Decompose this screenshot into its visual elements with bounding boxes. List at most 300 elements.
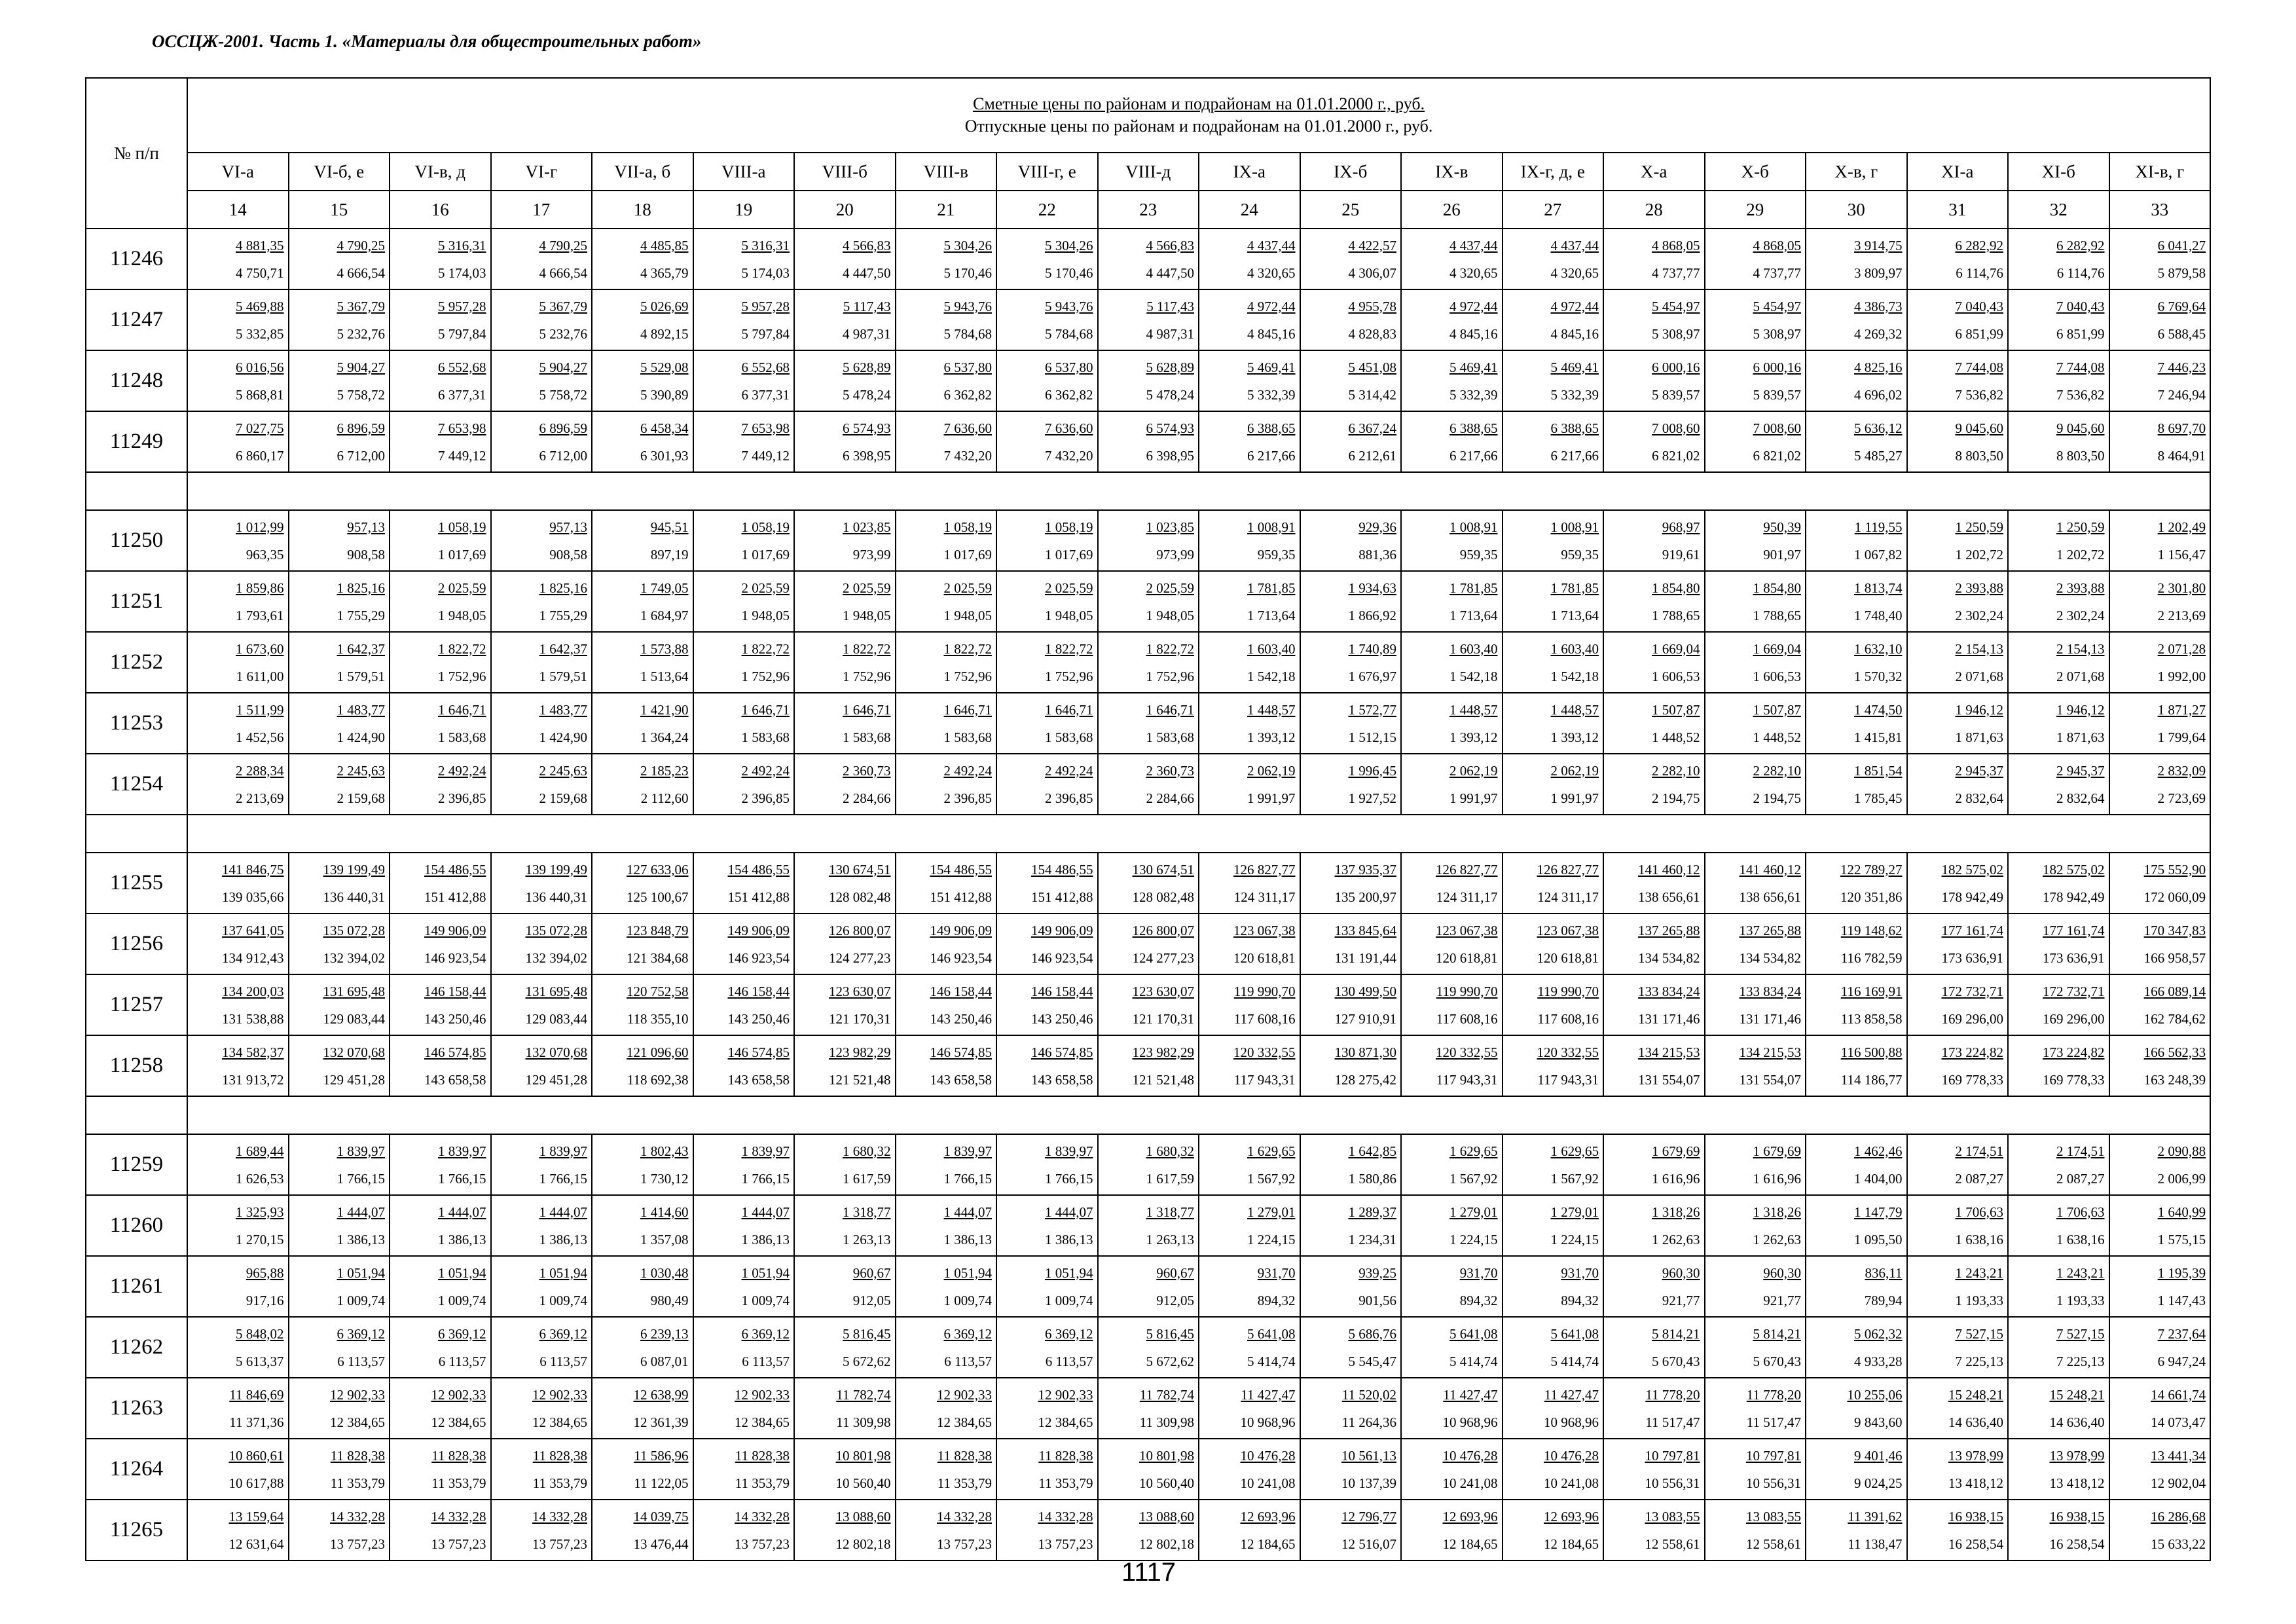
price-cell (1705, 632, 1806, 693)
release-price: 121 384,68 (627, 950, 689, 966)
price-cell (996, 632, 1098, 693)
estimate-price: 2 301,80 (2157, 580, 2206, 596)
price-cell (896, 1256, 997, 1317)
column-number: 21 (896, 191, 997, 229)
price-cell (289, 350, 390, 411)
release-price: 4 892,15 (640, 325, 689, 342)
column-number: 33 (2109, 191, 2211, 229)
release-price: 5 672,62 (843, 1353, 891, 1369)
price-cell (1098, 913, 1199, 974)
release-price: 4 447,50 (1146, 265, 1194, 281)
price-cell (896, 693, 997, 754)
price-cell (187, 913, 289, 974)
estimate-price: 146 574,85 (727, 1044, 790, 1060)
price-cell (592, 229, 693, 289)
release-price: 4 365,79 (640, 265, 689, 281)
estimate-price: 10 255,06 (1847, 1386, 1903, 1403)
release-price: 1 415,81 (1854, 729, 1903, 745)
price-cell (289, 693, 390, 754)
price-cell (693, 289, 795, 350)
price-cell (1907, 1035, 2009, 1096)
estimate-price: 11 391,62 (1848, 1508, 1903, 1524)
price-cell (896, 1035, 997, 1096)
release-price: 1 270,15 (236, 1231, 284, 1247)
price-cell (1401, 1378, 1503, 1439)
estimate-price: 6 388,65 (1550, 420, 1599, 436)
release-price: 10 241,08 (1442, 1475, 1498, 1491)
release-price: 6 362,82 (943, 386, 992, 403)
price-cell (1705, 411, 1806, 472)
release-price: 1 567,92 (1550, 1170, 1599, 1187)
price-cell (491, 1378, 592, 1439)
estimate-price: 2 288,34 (236, 762, 284, 779)
release-price: 5 670,43 (1652, 1353, 1700, 1369)
caption-estimate: Сметные цены по районам и подрайонам на 01.01.2000 г., руб. (972, 94, 1425, 113)
release-price: 6 113,57 (337, 1353, 385, 1369)
estimate-price: 126 827,77 (1537, 861, 1599, 877)
estimate-price: 5 316,31 (741, 237, 790, 253)
estimate-price: 13 978,99 (1948, 1447, 2003, 1464)
estimate-price: 182 575,02 (2043, 861, 2105, 877)
release-price: 5 332,39 (1550, 386, 1599, 403)
estimate-price: 11 828,38 (532, 1447, 587, 1464)
table-row (86, 853, 2210, 913)
estimate-price: 126 827,77 (1436, 861, 1498, 877)
release-price: 1 755,29 (337, 607, 385, 623)
release-price: 1 927,52 (1348, 790, 1396, 806)
release-price: 7 536,82 (2056, 386, 2105, 403)
price-cell (390, 350, 491, 411)
estimate-price: 122 789,27 (1840, 861, 1903, 877)
estimate-price: 950,39 (1763, 519, 1801, 535)
price-cell (592, 350, 693, 411)
price-cell (1705, 571, 1806, 632)
estimate-price: 7 237,64 (2157, 1325, 2206, 1342)
estimate-price: 120 752,58 (627, 983, 689, 999)
price-cell (2008, 1439, 2109, 1500)
estimate-price: 1 008,91 (1550, 519, 1599, 535)
release-price: 1 785,45 (1854, 790, 1903, 806)
release-price: 121 170,31 (829, 1010, 891, 1027)
price-cell (390, 1500, 491, 1560)
release-price: 2 213,69 (2157, 607, 2206, 623)
release-price: 4 987,31 (1146, 325, 1194, 342)
release-price: 1 262,63 (1753, 1231, 1801, 1247)
estimate-price: 1 195,39 (2157, 1264, 2206, 1281)
estimate-price: 957,13 (347, 519, 385, 535)
price-cell (390, 1439, 491, 1500)
estimate-price: 177 161,74 (1941, 922, 2003, 938)
price-cell (1806, 974, 1907, 1035)
estimate-price: 6 769,64 (2157, 298, 2206, 314)
estimate-price: 126 827,77 (1233, 861, 1296, 877)
release-price: 897,19 (650, 546, 689, 563)
release-price: 134 534,82 (1739, 950, 1801, 966)
estimate-price: 10 801,98 (835, 1447, 891, 1464)
price-cell (896, 411, 997, 472)
price-cell (896, 350, 997, 411)
price-cell (491, 1317, 592, 1378)
price-cell (794, 571, 896, 632)
table-row (86, 1134, 2210, 1195)
release-price: 6 851,99 (2056, 325, 2105, 342)
price-cell (187, 853, 289, 913)
release-price: 1 580,86 (1348, 1170, 1396, 1187)
price-cell (390, 974, 491, 1035)
separator-cell (86, 472, 187, 510)
release-price: 6 377,31 (438, 386, 486, 403)
price-cell (1806, 350, 1907, 411)
release-price: 894,32 (1257, 1292, 1296, 1308)
price-cell (2008, 693, 2109, 754)
estimate-price: 1 444,07 (741, 1204, 790, 1220)
estimate-price: 13 088,60 (835, 1508, 891, 1524)
estimate-price: 1 058,19 (1045, 519, 1093, 535)
price-cell (289, 1195, 390, 1256)
price-cell (1603, 1439, 1705, 1500)
price-cell (996, 571, 1098, 632)
price-cell (1503, 1195, 1604, 1256)
item-number: 11255 (86, 853, 187, 913)
estimate-price: 141 846,75 (222, 861, 284, 877)
district-header: XI-а (1907, 153, 2009, 191)
release-price: 11 371,36 (229, 1414, 284, 1430)
estimate-price: 2 360,73 (843, 762, 891, 779)
estimate-price: 6 574,93 (843, 420, 891, 436)
estimate-price: 2 025,59 (741, 580, 790, 596)
price-cell (693, 1195, 795, 1256)
price-cell (794, 974, 896, 1035)
release-price: 6 087,01 (640, 1353, 689, 1369)
release-price: 143 250,46 (424, 1010, 486, 1027)
estimate-price: 2 025,59 (943, 580, 992, 596)
release-price: 917,16 (246, 1292, 284, 1308)
release-price: 12 631,64 (228, 1536, 284, 1552)
estimate-price: 2 062,19 (1247, 762, 1296, 779)
estimate-price: 132 070,68 (525, 1044, 587, 1060)
estimate-price: 4 825,16 (1854, 359, 1903, 375)
release-price: 5 758,72 (539, 386, 587, 403)
release-price: 10 556,31 (1645, 1475, 1700, 1491)
estimate-price: 15 248,21 (2049, 1386, 2105, 1403)
estimate-price: 1 318,77 (843, 1204, 891, 1220)
district-header: VIII-д (1098, 153, 1199, 191)
estimate-price: 4 790,25 (337, 237, 385, 253)
release-price: 7 432,20 (943, 447, 992, 464)
estimate-price: 1 421,90 (640, 701, 689, 718)
price-cell (592, 1378, 693, 1439)
price-cell (1503, 289, 1604, 350)
estimate-price: 6 369,12 (337, 1325, 385, 1342)
price-cell (289, 974, 390, 1035)
release-price: 4 320,65 (1247, 265, 1296, 281)
release-price: 6 217,66 (1550, 447, 1599, 464)
release-price: 1 755,29 (539, 607, 587, 623)
price-cell (996, 913, 1098, 974)
item-number: 11252 (86, 632, 187, 693)
price-cell (390, 229, 491, 289)
release-price: 1 579,51 (337, 668, 385, 684)
estimate-price: 154 486,55 (930, 861, 992, 877)
estimate-price: 123 067,38 (1233, 922, 1296, 938)
price-cell (1098, 1378, 1199, 1439)
price-cell (1503, 853, 1604, 913)
release-price: 1 009,74 (943, 1292, 992, 1308)
price-cell (896, 229, 997, 289)
estimate-price: 5 062,32 (1854, 1325, 1903, 1342)
release-price: 14 636,40 (2049, 1414, 2105, 1430)
estimate-price: 5 117,43 (843, 298, 891, 314)
release-price: 6 113,57 (539, 1353, 587, 1369)
price-cell (693, 571, 795, 632)
release-price: 1 766,15 (337, 1170, 385, 1187)
estimate-price: 6 000,16 (1753, 359, 1801, 375)
estimate-price: 6 537,80 (1045, 359, 1093, 375)
estimate-price: 7 527,15 (2056, 1325, 2105, 1342)
release-price: 5 797,84 (438, 325, 486, 342)
estimate-price: 133 834,24 (1638, 983, 1700, 999)
price-cell (1705, 974, 1806, 1035)
estimate-price: 134 200,03 (222, 983, 284, 999)
district-header: VI-б, е (289, 153, 390, 191)
estimate-price: 1 058,19 (741, 519, 790, 535)
release-price: 9 843,60 (1854, 1414, 1903, 1430)
price-cell (491, 411, 592, 472)
price-cell (693, 913, 795, 974)
price-cell (2109, 510, 2211, 571)
release-price: 1 542,18 (1449, 668, 1498, 684)
estimate-price: 5 367,79 (337, 298, 385, 314)
price-cell (2008, 1500, 2109, 1560)
estimate-price: 1 822,72 (1146, 640, 1194, 657)
estimate-price: 14 039,75 (633, 1508, 689, 1524)
release-price: 124 311,17 (1436, 889, 1498, 905)
release-price: 12 184,65 (1240, 1536, 1296, 1552)
estimate-price: 1 603,40 (1550, 640, 1599, 657)
price-cell (1098, 632, 1199, 693)
estimate-price: 5 816,45 (843, 1325, 891, 1342)
estimate-price: 4 386,73 (1854, 298, 1903, 314)
item-number: 11254 (86, 754, 187, 815)
price-cell (1503, 1035, 1604, 1096)
release-price: 1 948,05 (943, 607, 992, 623)
estimate-price: 1 629,65 (1550, 1143, 1599, 1159)
price-cell (1907, 350, 2009, 411)
estimate-price: 130 674,51 (1132, 861, 1194, 877)
estimate-price: 4 566,83 (1146, 237, 1194, 253)
column-number: 28 (1603, 191, 1705, 229)
price-cell (2109, 1195, 2211, 1256)
release-price: 6 113,57 (944, 1353, 992, 1369)
price-cell (794, 1378, 896, 1439)
column-number: 27 (1503, 191, 1604, 229)
estimate-price: 5 451,08 (1348, 359, 1396, 375)
estimate-price: 1 822,72 (1045, 640, 1093, 657)
price-cell (592, 510, 693, 571)
estimate-price: 16 938,15 (1948, 1508, 2003, 1524)
price-cell (1199, 1378, 1300, 1439)
estimate-price: 3 914,75 (1854, 237, 1903, 253)
release-price: 151 412,88 (727, 889, 790, 905)
item-number: 11253 (86, 693, 187, 754)
estimate-price: 4 422,57 (1348, 237, 1396, 253)
price-cell (289, 229, 390, 289)
price-cell (794, 693, 896, 754)
price-cell (1806, 229, 1907, 289)
estimate-price: 5 026,69 (640, 298, 689, 314)
release-price: 10 560,40 (1139, 1475, 1194, 1491)
estimate-price: 5 814,21 (1652, 1325, 1700, 1342)
estimate-price: 5 304,26 (1045, 237, 1093, 253)
release-price: 120 618,81 (1233, 950, 1296, 966)
price-cell (1603, 411, 1705, 472)
price-cell (1503, 1439, 1604, 1500)
price-cell (1300, 1195, 1402, 1256)
release-price: 908,58 (347, 546, 385, 563)
price-cell (1603, 571, 1705, 632)
separator-cell (187, 472, 2210, 510)
estimate-price: 146 158,44 (424, 983, 486, 999)
release-price: 172 060,09 (2143, 889, 2206, 905)
price-cell (1098, 1035, 1199, 1096)
price-cell (1098, 289, 1199, 350)
release-price: 1 616,96 (1652, 1170, 1700, 1187)
price-cell (390, 853, 491, 913)
estimate-price: 11 828,38 (1038, 1447, 1093, 1464)
release-price: 129 083,44 (323, 1010, 385, 1027)
price-cell (896, 853, 997, 913)
release-price: 5 797,84 (741, 325, 790, 342)
estimate-price: 173 224,82 (1941, 1044, 2003, 1060)
estimate-price: 1 934,63 (1348, 580, 1396, 596)
estimate-price: 12 693,96 (1544, 1508, 1599, 1524)
estimate-price: 154 486,55 (727, 861, 790, 877)
item-number: 11258 (86, 1035, 187, 1096)
estimate-price: 141 460,12 (1739, 861, 1801, 877)
estimate-price: 960,67 (852, 1264, 891, 1281)
release-price: 146 923,54 (424, 950, 486, 966)
price-cell (1907, 754, 2009, 815)
estimate-price: 10 797,81 (1645, 1447, 1700, 1464)
estimate-price: 1 572,77 (1348, 701, 1396, 718)
estimate-price: 11 828,38 (735, 1447, 790, 1464)
price-cell (794, 350, 896, 411)
district-header-row (86, 153, 2210, 191)
price-cell (1300, 571, 1402, 632)
document-header: ОССЦЖ-2001. Часть 1. «Материалы для общестроительных работ» (152, 31, 702, 51)
item-number: 11264 (86, 1439, 187, 1500)
estimate-price: 960,67 (1156, 1264, 1194, 1281)
price-cell (491, 853, 592, 913)
price-cell (996, 510, 1098, 571)
estimate-price: 1 642,37 (337, 640, 385, 657)
release-price: 131 554,07 (1739, 1071, 1801, 1088)
price-cell (1603, 1256, 1705, 1317)
price-cell (693, 754, 795, 815)
estimate-price: 1 483,77 (337, 701, 385, 718)
release-price: 136 440,31 (323, 889, 385, 905)
estimate-price: 1 051,94 (943, 1264, 992, 1281)
release-price: 10 560,40 (835, 1475, 891, 1491)
release-price: 1 567,92 (1247, 1170, 1296, 1187)
estimate-price: 13 441,34 (2151, 1447, 2206, 1464)
price-cell (1199, 289, 1300, 350)
release-price: 1 095,50 (1854, 1231, 1903, 1247)
estimate-price: 957,13 (549, 519, 587, 535)
release-price: 1 583,68 (1045, 729, 1093, 745)
price-cell (1705, 754, 1806, 815)
release-price: 3 809,97 (1854, 265, 1903, 281)
estimate-price: 931,70 (1561, 1264, 1599, 1281)
release-price: 1 386,13 (1045, 1231, 1093, 1247)
price-cell (1098, 411, 1199, 472)
price-cell (1098, 229, 1199, 289)
price-cell (1907, 1134, 2009, 1195)
release-price: 13 418,12 (1948, 1475, 2003, 1491)
price-cell (693, 510, 795, 571)
release-price: 117 608,16 (1233, 1010, 1296, 1027)
price-cell (592, 289, 693, 350)
price-cell (592, 974, 693, 1035)
district-header: VIII-б (794, 153, 896, 191)
estimate-price: 1 839,97 (943, 1143, 992, 1159)
estimate-price: 1 444,07 (539, 1204, 587, 1220)
estimate-price: 7 446,23 (2157, 359, 2206, 375)
price-cell (390, 754, 491, 815)
price-table (85, 77, 2211, 1561)
release-price: 169 778,33 (1941, 1071, 2003, 1088)
release-price: 13 757,23 (431, 1536, 486, 1552)
estimate-price: 1 646,71 (438, 701, 486, 718)
release-price: 11 353,79 (735, 1475, 790, 1491)
price-cell (1907, 913, 2009, 974)
price-cell (1503, 411, 1604, 472)
release-price: 128 082,48 (1132, 889, 1194, 905)
release-price: 894,32 (1561, 1292, 1599, 1308)
release-price: 1 234,31 (1348, 1231, 1396, 1247)
table-row (86, 693, 2210, 754)
price-cell (289, 1439, 390, 1500)
price-cell (1806, 1317, 1907, 1378)
price-cell (2008, 1256, 2109, 1317)
release-price: 908,58 (549, 546, 587, 563)
price-cell (2109, 853, 2211, 913)
estimate-price: 939,25 (1358, 1264, 1396, 1281)
table-row (86, 1439, 2210, 1500)
release-price: 1 202,72 (1955, 546, 2003, 563)
estimate-price: 6 537,80 (943, 359, 992, 375)
estimate-price: 126 800,07 (1132, 922, 1194, 938)
estimate-price: 1 673,60 (236, 640, 284, 657)
release-price: 127 910,91 (1334, 1010, 1396, 1027)
price-cell (1503, 1378, 1604, 1439)
price-cell (794, 1439, 896, 1500)
district-header: XI-в, г (2109, 153, 2211, 191)
price-cell (1300, 1317, 1402, 1378)
estimate-price: 1 448,57 (1550, 701, 1599, 718)
release-price: 2 284,66 (843, 790, 891, 806)
price-cell (896, 913, 997, 974)
release-price: 12 184,65 (1544, 1536, 1599, 1552)
estimate-price: 1 058,19 (438, 519, 486, 535)
release-price: 1 512,15 (1348, 729, 1396, 745)
estimate-price: 1 642,85 (1348, 1143, 1396, 1159)
price-cell (1098, 1134, 1199, 1195)
price-cell (289, 1500, 390, 1560)
estimate-price: 123 982,29 (829, 1044, 891, 1060)
release-price: 13 418,12 (2049, 1475, 2105, 1491)
release-price: 15 633,22 (2151, 1536, 2206, 1552)
